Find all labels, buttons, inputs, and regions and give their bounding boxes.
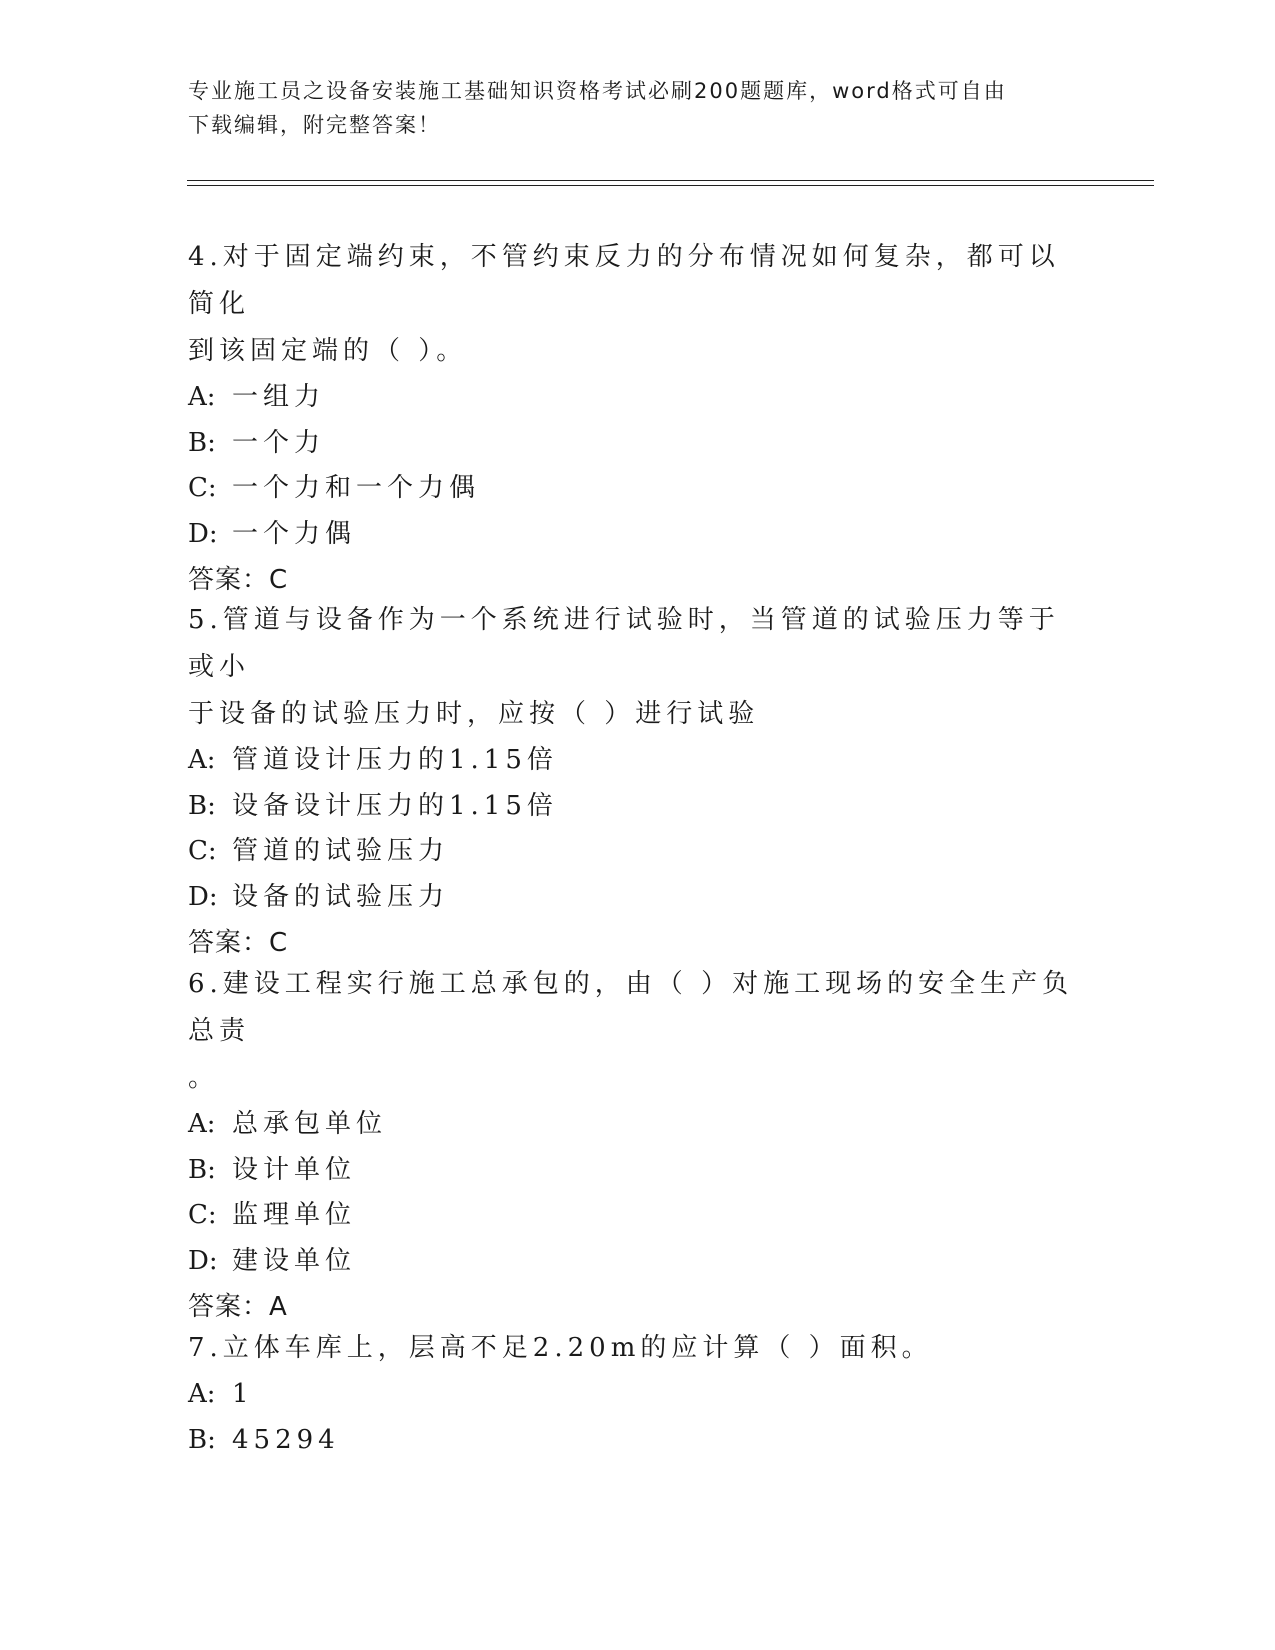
header-divider-bottom xyxy=(187,185,1154,186)
question-text-line: 。 xyxy=(188,1063,220,1093)
option-b xyxy=(188,421,1088,467)
option-a xyxy=(188,375,1088,421)
option-a xyxy=(188,738,1088,784)
option-text: 1 xyxy=(232,1379,254,1409)
option-text: 设计单位 xyxy=(232,1154,357,1185)
option-text: 总承包单位 xyxy=(232,1109,388,1139)
answer-line: 答案：C xyxy=(188,565,289,595)
option-letter: C: xyxy=(188,1200,217,1230)
option-b xyxy=(188,1418,1088,1464)
question-text-line: 6.建设工程实行施工总承包的，由（ ）对施工现场的安全生产负总责 xyxy=(188,969,1074,1046)
option-letter: B: xyxy=(188,427,216,458)
option-letter: A: xyxy=(188,382,216,412)
option-letter: B: xyxy=(188,1424,216,1455)
option-c xyxy=(188,1193,1088,1239)
question-text-line: 4.对于固定端约束，不管约束反力的分布情况如何复杂，都可以简化 xyxy=(188,242,1060,319)
option-letter: C: xyxy=(188,473,217,503)
header-divider-top xyxy=(187,180,1154,181)
option-text: 一个力偶 xyxy=(232,518,357,549)
answer-line: 答案：C xyxy=(188,928,289,958)
option-text: 一个力 xyxy=(232,427,326,458)
question-text-line: 于设备的试验压力时，应按（ ）进行试验 xyxy=(188,699,760,729)
option-d xyxy=(188,1239,1088,1285)
answer-line: 答案：A xyxy=(188,1292,288,1322)
option-text: 一个力和一个力偶 xyxy=(232,473,481,503)
option-text: 管道设计压力的1.15倍 xyxy=(232,745,558,775)
option-letter: D: xyxy=(188,518,218,549)
question-text-line: 到该固定端的（ ）。 xyxy=(188,336,468,366)
option-text: 建设单位 xyxy=(232,1245,357,1276)
option-text: 设备的试验压力 xyxy=(232,881,450,912)
option-d xyxy=(188,875,1088,921)
option-letter: D: xyxy=(188,1245,218,1276)
option-letter: B: xyxy=(188,790,216,821)
option-letter: D: xyxy=(188,881,218,912)
question-4 xyxy=(188,234,1088,603)
option-a xyxy=(188,1372,1088,1418)
option-c xyxy=(188,829,1088,875)
option-text: 管道的试验压力 xyxy=(232,836,450,866)
option-text: 45294 xyxy=(232,1424,340,1455)
option-c xyxy=(188,466,1088,512)
option-letter: C: xyxy=(188,836,217,866)
header-line-1: 专业施工员之设备安装施工基础知识资格考试必刷200题题库，word格式可自由 xyxy=(188,79,1007,103)
question-text-line: 7.立体车库上，层高不足2.20m的应计算（ ）面积。 xyxy=(188,1333,933,1363)
option-letter: A: xyxy=(188,1109,216,1139)
option-letter: A: xyxy=(188,1379,216,1409)
option-letter: A: xyxy=(188,745,216,775)
option-d xyxy=(188,512,1088,558)
option-text: 设备设计压力的1.15倍 xyxy=(232,790,558,821)
option-text: 监理单位 xyxy=(232,1200,357,1230)
option-letter: B: xyxy=(188,1154,216,1185)
option-b xyxy=(188,784,1088,830)
question-5 xyxy=(188,597,1088,966)
option-b xyxy=(188,1148,1088,1194)
option-text: 一组力 xyxy=(232,382,326,412)
question-7 xyxy=(188,1325,1088,1463)
question-6 xyxy=(188,961,1088,1330)
option-a xyxy=(188,1102,1088,1148)
question-text-line: 5.管道与设备作为一个系统进行试验时，当管道的试验压力等于或小 xyxy=(188,605,1060,682)
header-line-2: 下载编辑，附完整答案！ xyxy=(188,113,441,137)
document-header xyxy=(188,74,1068,142)
